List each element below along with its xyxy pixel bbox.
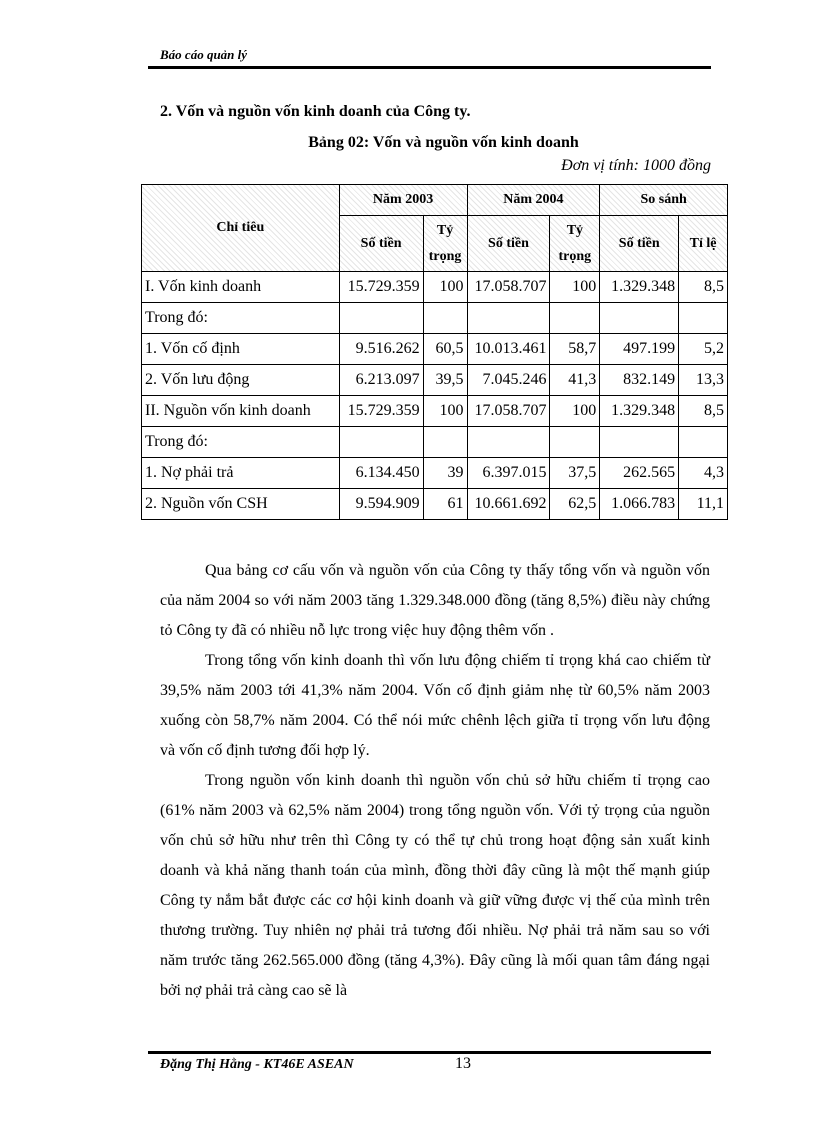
table-cell: 62,5	[550, 489, 600, 520]
row-label: 1. Nợ phải trả	[142, 458, 340, 489]
table-row	[142, 334, 728, 365]
ty-label: Tỷ	[566, 222, 584, 238]
row-label: 2. Nguồn vốn CSH	[142, 489, 340, 520]
header-compare: So sánh	[600, 185, 728, 216]
table-cell: 6.397.015	[467, 458, 550, 489]
table-row	[142, 458, 728, 489]
table-cell: 5,2	[679, 334, 728, 365]
table-row	[142, 365, 728, 396]
table-cell: 6.213.097	[339, 365, 423, 396]
table-cell: 1.066.783	[600, 489, 679, 520]
table-cell	[600, 303, 679, 334]
table-cell	[550, 303, 600, 334]
table-cell	[467, 427, 550, 458]
table-cell	[679, 427, 728, 458]
table-cell: 6.134.450	[339, 458, 423, 489]
table-title: Bảng 02: Vốn và nguồn vốn kinh doanh	[308, 134, 579, 151]
table-row	[142, 489, 728, 520]
table-row	[142, 303, 728, 334]
table-cell: 39	[423, 458, 467, 489]
table-row	[142, 427, 728, 458]
row-label: Trong đó:	[142, 427, 340, 458]
table-cell: 17.058.707	[467, 272, 550, 303]
unit-note: Đơn vị tính: 1000 đồng	[561, 157, 711, 174]
table-cell	[423, 303, 467, 334]
table-cell: 13,3	[679, 365, 728, 396]
table-cell: 37,5	[550, 458, 600, 489]
section-title: 2. Vốn và nguồn vốn kinh doanh của Công ty.	[160, 103, 471, 120]
table-cell: 497.199	[600, 334, 679, 365]
ty-label: Tỷ	[436, 222, 454, 238]
table-cell: 60,5	[423, 334, 467, 365]
paragraph: Trong nguồn vốn kinh doanh thì nguồn vốn chủ sở hữu chiếm tỉ trọng cao (61% năm 2003 và 62,5% năm 2004) trong tổng nguồn vốn. Với tỷ trọng của nguồn vốn chủ sở hữu như trên thì Công ty có thể tự chủ trong hoạt động sản xuất kinh doanh và khả năng thanh toán của mình, đồng thời đây cũng là một thế mạnh giúp Công ty nắm bắt được các cơ hội kinh doanh và giữ vững được vị thế của mình trên thương trường. Tuy nhiên nợ phải trả tương đối nhiều. Nợ phải trả năm sau so với năm trước tăng 262.565.000 đồng (tăng 4,3%). Đây cũng là mối quan tâm đáng ngại bởi nợ phải trả càng cao sẽ là	[160, 772, 710, 999]
paragraph: Trong tổng vốn kinh doanh thì vốn lưu động chiếm tỉ trọng khá cao chiếm từ 39,5% năm 2003 tới 41,3% năm 2004. Vốn cố định giảm nhẹ từ 60,5% năm 2003 xuống còn 58,7% năm 2004. Có thể nói mức chênh lệch giữa tỉ trọng vốn lưu động và vốn cố định tương đối hợp lý.	[160, 652, 710, 759]
table-cell: 17.058.707	[467, 396, 550, 427]
table-cell: 4,3	[679, 458, 728, 489]
table-cell: 100	[550, 396, 600, 427]
paragraph: Qua bảng cơ cấu vốn và nguồn vốn của Công ty thấy tổng vốn và nguồn vốn của năm 2004 so với năm 2003 tăng 1.329.348.000 đồng (tăng 8,5%) điều này chứng tỏ Công ty đã có nhiều nỗ lực trong việc huy động thêm vốn .	[160, 562, 710, 639]
table-cell: 1.329.348	[600, 396, 679, 427]
table-cell	[600, 427, 679, 458]
table-cell: 8,5	[679, 396, 728, 427]
table-row	[142, 272, 728, 303]
table-cell: 15.729.359	[339, 396, 423, 427]
table-cell: 41,3	[550, 365, 600, 396]
footer-rule	[148, 1051, 711, 1054]
body-text	[160, 556, 710, 1006]
table-cell	[423, 427, 467, 458]
table-cell: 10.661.692	[467, 489, 550, 520]
table-row	[142, 396, 728, 427]
header-rule	[148, 66, 711, 69]
header-ti-le: Tỉ lệ	[679, 216, 728, 272]
table-cell: 10.013.461	[467, 334, 550, 365]
table-cell: 100	[423, 272, 467, 303]
table-cell: 15.729.359	[339, 272, 423, 303]
table-cell: 11,1	[679, 489, 728, 520]
table-cell	[550, 427, 600, 458]
header-ty-trong-2004	[550, 216, 600, 272]
trong-label: trọng	[558, 248, 592, 264]
table-cell: 61	[423, 489, 467, 520]
table-cell: 100	[550, 272, 600, 303]
table-cell: 9.516.262	[339, 334, 423, 365]
footer-author: Đặng Thị Hằng - KT46E ASEAN	[160, 1057, 354, 1072]
header-so-tien-compare: Số tiền	[600, 216, 679, 272]
row-label: II. Nguồn vốn kinh doanh	[142, 396, 340, 427]
header-year-2004: Năm 2004	[467, 185, 600, 216]
row-label: Trong đó:	[142, 303, 340, 334]
table-cell	[679, 303, 728, 334]
table-cell: 1.329.348	[600, 272, 679, 303]
header-ty-trong-2003	[423, 216, 467, 272]
table-cell: 39,5	[423, 365, 467, 396]
table-cell	[339, 427, 423, 458]
running-header: Báo cáo quản lý	[160, 47, 248, 62]
capital-table	[141, 184, 728, 520]
row-label: 1. Vốn cố định	[142, 334, 340, 365]
table-cell: 100	[423, 396, 467, 427]
header-so-tien-2004: Số tiền	[467, 216, 550, 272]
trong-label: trọng	[428, 248, 462, 264]
table-cell: 58,7	[550, 334, 600, 365]
page-number: 13	[455, 1055, 471, 1072]
header-chi-tieu: Chỉ tiêu	[142, 185, 340, 272]
table-cell	[339, 303, 423, 334]
row-label: 2. Vốn lưu động	[142, 365, 340, 396]
header-year-2003: Năm 2003	[339, 185, 467, 216]
row-label: I. Vốn kinh doanh	[142, 272, 340, 303]
table-cell: 832.149	[600, 365, 679, 396]
table-cell: 262.565	[600, 458, 679, 489]
header-so-tien-2003: Số tiền	[339, 216, 423, 272]
table-cell: 9.594.909	[339, 489, 423, 520]
table-cell: 8,5	[679, 272, 728, 303]
table-cell: 7.045.246	[467, 365, 550, 396]
table-cell	[467, 303, 550, 334]
